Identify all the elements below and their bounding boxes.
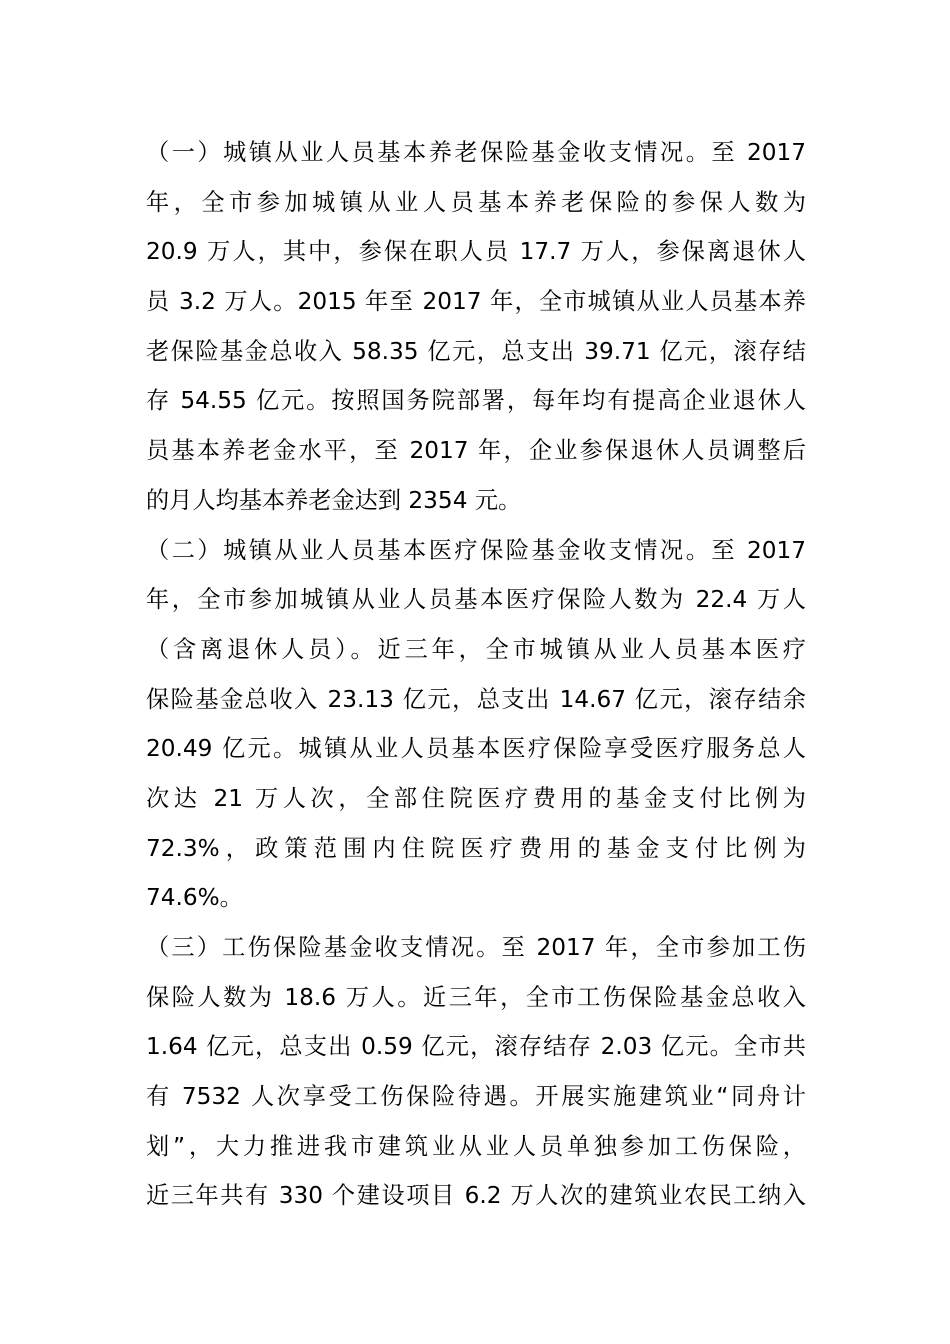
paragraph-medical xyxy=(146,526,806,924)
text-line: 存 54.55 亿元。按照国务院部署，每年均有提高企业退休人 xyxy=(146,387,806,415)
text-line: 72.3%，政策范围内住院医疗费用的基金支付比例为 xyxy=(146,834,806,862)
text-line: 20.49 亿元。城镇从业人员基本医疗保险享受医疗服务总人 xyxy=(146,735,806,763)
text-line: 员 3.2 万人。2015 年至 2017 年，全市城镇从业人员基本养 xyxy=(146,288,806,316)
text-line: 保险基金总收入 23.13 亿元，总支出 14.67 亿元，滚存结余 xyxy=(146,685,806,713)
text-line: 20.9 万人，其中，参保在职人员 17.7 万人，参保离退休人 xyxy=(146,238,806,266)
text-line: 的月人均基本养老金达到 2354 元。 xyxy=(146,486,522,514)
text-line: （三）工伤保险基金收支情况。至 2017 年，全市参加工伤 xyxy=(146,934,806,961)
text-line: （一）城镇从业人员基本养老保险基金收支情况。至 2017 xyxy=(146,139,806,166)
text-line: （含离退休人员）。近三年，全市城镇从业人员基本医疗 xyxy=(146,635,806,663)
text-line: 74.6%。 xyxy=(146,884,243,912)
text-line: （二）城镇从业人员基本医疗保险基金收支情况。至 2017 xyxy=(146,536,806,564)
text-line: 保险人数为 18.6 万人。近三年，全市工伤保险基金总收入 xyxy=(146,983,806,1011)
text-line: 划”，大力推进我市建筑业从业人员单独参加工伤保险， xyxy=(146,1132,806,1160)
paragraph-pension xyxy=(146,128,806,526)
text-line: 年，全市参加城镇从业人员基本养老保险的参保人数为 xyxy=(146,188,806,216)
text-line: 有 7532 人次享受工伤保险待遇。开展实施建筑业“同舟计 xyxy=(146,1083,806,1111)
text-line: 次达 21 万人次，全部住院医疗费用的基金支付比例为 xyxy=(146,784,806,812)
text-line: 老保险基金总收入 58.35 亿元，总支出 39.71 亿元，滚存结 xyxy=(146,337,806,365)
document-page xyxy=(146,128,806,1221)
text-line: 年，全市参加城镇从业人员基本医疗保险人数为 22.4 万人 xyxy=(146,586,806,614)
text-line: 员基本养老金水平，至 2017 年，企业参保退休人员调整后 xyxy=(146,437,806,465)
text-line: 近三年共有 330 个建设项目 6.2 万人次的建筑业农民工纳入 xyxy=(146,1182,806,1210)
text-line: 1.64 亿元，总支出 0.59 亿元，滚存结存 2.03 亿元。全市共 xyxy=(146,1033,806,1061)
paragraph-injury xyxy=(146,923,806,1221)
